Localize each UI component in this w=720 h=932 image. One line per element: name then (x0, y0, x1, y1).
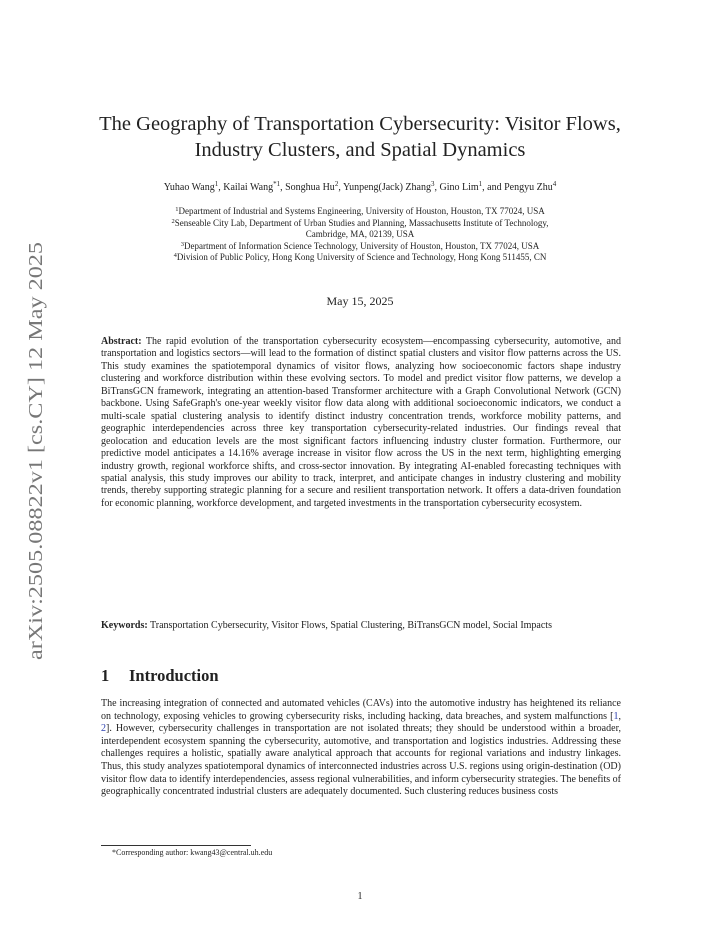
citation-link-2[interactable]: 2 (101, 723, 106, 735)
affiliation: $^1$Department of Industrial and Systems Engineering, University of Houston, Houston, TX 77024, USA (175, 206, 545, 216)
author: Gino Lim$^1$, and (439, 180, 505, 193)
section-title: Introduction (129, 666, 219, 685)
affiliation: $^4$Division of Public Policy, Hong Kong University of Science and Technology, Hong Kong 511455, CN (173, 252, 547, 262)
affiliation-list (90, 206, 630, 264)
paper-title (60, 111, 660, 163)
title-line-2: Industry Clusters, and Spatial Dynamics (194, 139, 526, 161)
citation-link-1[interactable]: 1 (613, 710, 619, 722)
author: Pengyu Zhu$^4$ (504, 180, 557, 193)
author-list (60, 181, 660, 195)
abstract-label: Abstract: (101, 336, 142, 347)
page-number: 1 (357, 891, 363, 902)
affiliation: $^2$Senseable City Lab, Department of Urban Studies and Planning, Massachusetts Institute of Technology, (171, 217, 549, 228)
arxiv-watermark (4, 240, 60, 660)
publication-date: May 15, 2025 (326, 294, 394, 308)
introduction-paragraph: The increasing integration of connected and automated vehicles (CAVs) into the automotive industry has heightened its reliance on technology, exposing vehicles to growing cybersecurity risks, including hacking, data breaches, and system malfunctions [1, 2]. However, cybersecurity challenges in transportation are not isolated threats; they should be understood within a broader, interdependent ecosystem spanning the cybersecurity, automotive, and transportation and logistics industries. Addressing these challenges requires a holistic, spatially aware analytical approach that accounts for regional variations and industry linkages. Thus, this study analyzes spatiotemporal dynamics of interconnected industries across U.S. regions using origin-destination (OD) visitor flow data to identify interdependencies, assess regional vulnerabilities, and inform cybersecurity strategies. The benefits of geographically concentrated industrial clusters are adequately documented. Such clustering reduces business costs (101, 698, 621, 798)
keywords (101, 620, 621, 633)
affiliation: Cambridge, MA, 02139, USA (305, 229, 415, 239)
abstract (101, 336, 621, 510)
footnote-divider (101, 845, 251, 846)
arxiv-id-text: arXiv:2505.08822v1 [cs.CY] 12 May 2025 (25, 314, 47, 660)
keywords-label: Keywords: (101, 620, 148, 631)
affiliation: $^3$Department of Information Science Technology, University of Houston, Houston, TX 77024, USA (180, 240, 540, 251)
author: Songhua Hu$^2$, (285, 180, 343, 193)
author: Yunpeng(Jack) Zhang$^3$, (342, 180, 440, 193)
keywords-text: Transportation Cybersecurity, Visitor Flows, Spatial Clustering, BiTransGCN model, Social Impacts (150, 620, 552, 631)
abstract-text: The rapid evolution of the transportation cybersecurity ecosystem—encompassing cybersecurity, automotive, and transportation and logistics sectors—will lead to the formation of distinct spatial clusters and visitor flow patterns across the US. This study examines the spatiotemporal dynamics of visitor flows, analyzing how socioeconomic factors shape industry clustering and workforce distribution within these evolving sectors. To model and predict visitor flow patterns, we develop a BiTransGCN framework, integrating an attention-based Transformer architecture with a Graph Convolutional Network (GCN) backbone. Using SafeGraph's one-year weekly visitor flow data along with additional socioeconomic indicators, we conduct a multi-scale spatial clustering analysis to identify distinct industry concentration trends, workforce mobility patterns, and geographic interdependencies across three key transportation cybersecurity-related industries. Our findings reveal that geolocation and education levels are the most significant factors influencing industry cluster formation. Furthermore, our predictive model anticipates a 14.16% average increase in visitor flow across the US in the next term, highlighting emerging industry growth, regional workforce shifts, and cross-sector innovation. By integrating AI-enabled forecasting techniques with spatial analysis, this study improves our ability to track, interpret, and anticipate changes in industry clustering and mobility trends, thereby supporting strategic planning for a secure and resilient transportation network. It offers a data-driven foundation for economic planning, workforce development, and targeted investments in the transportation cybersecurity ecosystem. (101, 336, 621, 509)
footnote-corresponding-author: *Corresponding author: kwang43@central.uh.edu (112, 848, 273, 857)
title-line-1: The Geography of Transportation Cybersecurity: Visitor Flows, (99, 113, 621, 135)
author: Yuhao Wang$^1$, (163, 180, 224, 193)
author: Kailai Wang$^{*1}$, (223, 180, 286, 193)
section-number: 1 (101, 666, 110, 685)
section-heading-introduction (101, 666, 219, 686)
